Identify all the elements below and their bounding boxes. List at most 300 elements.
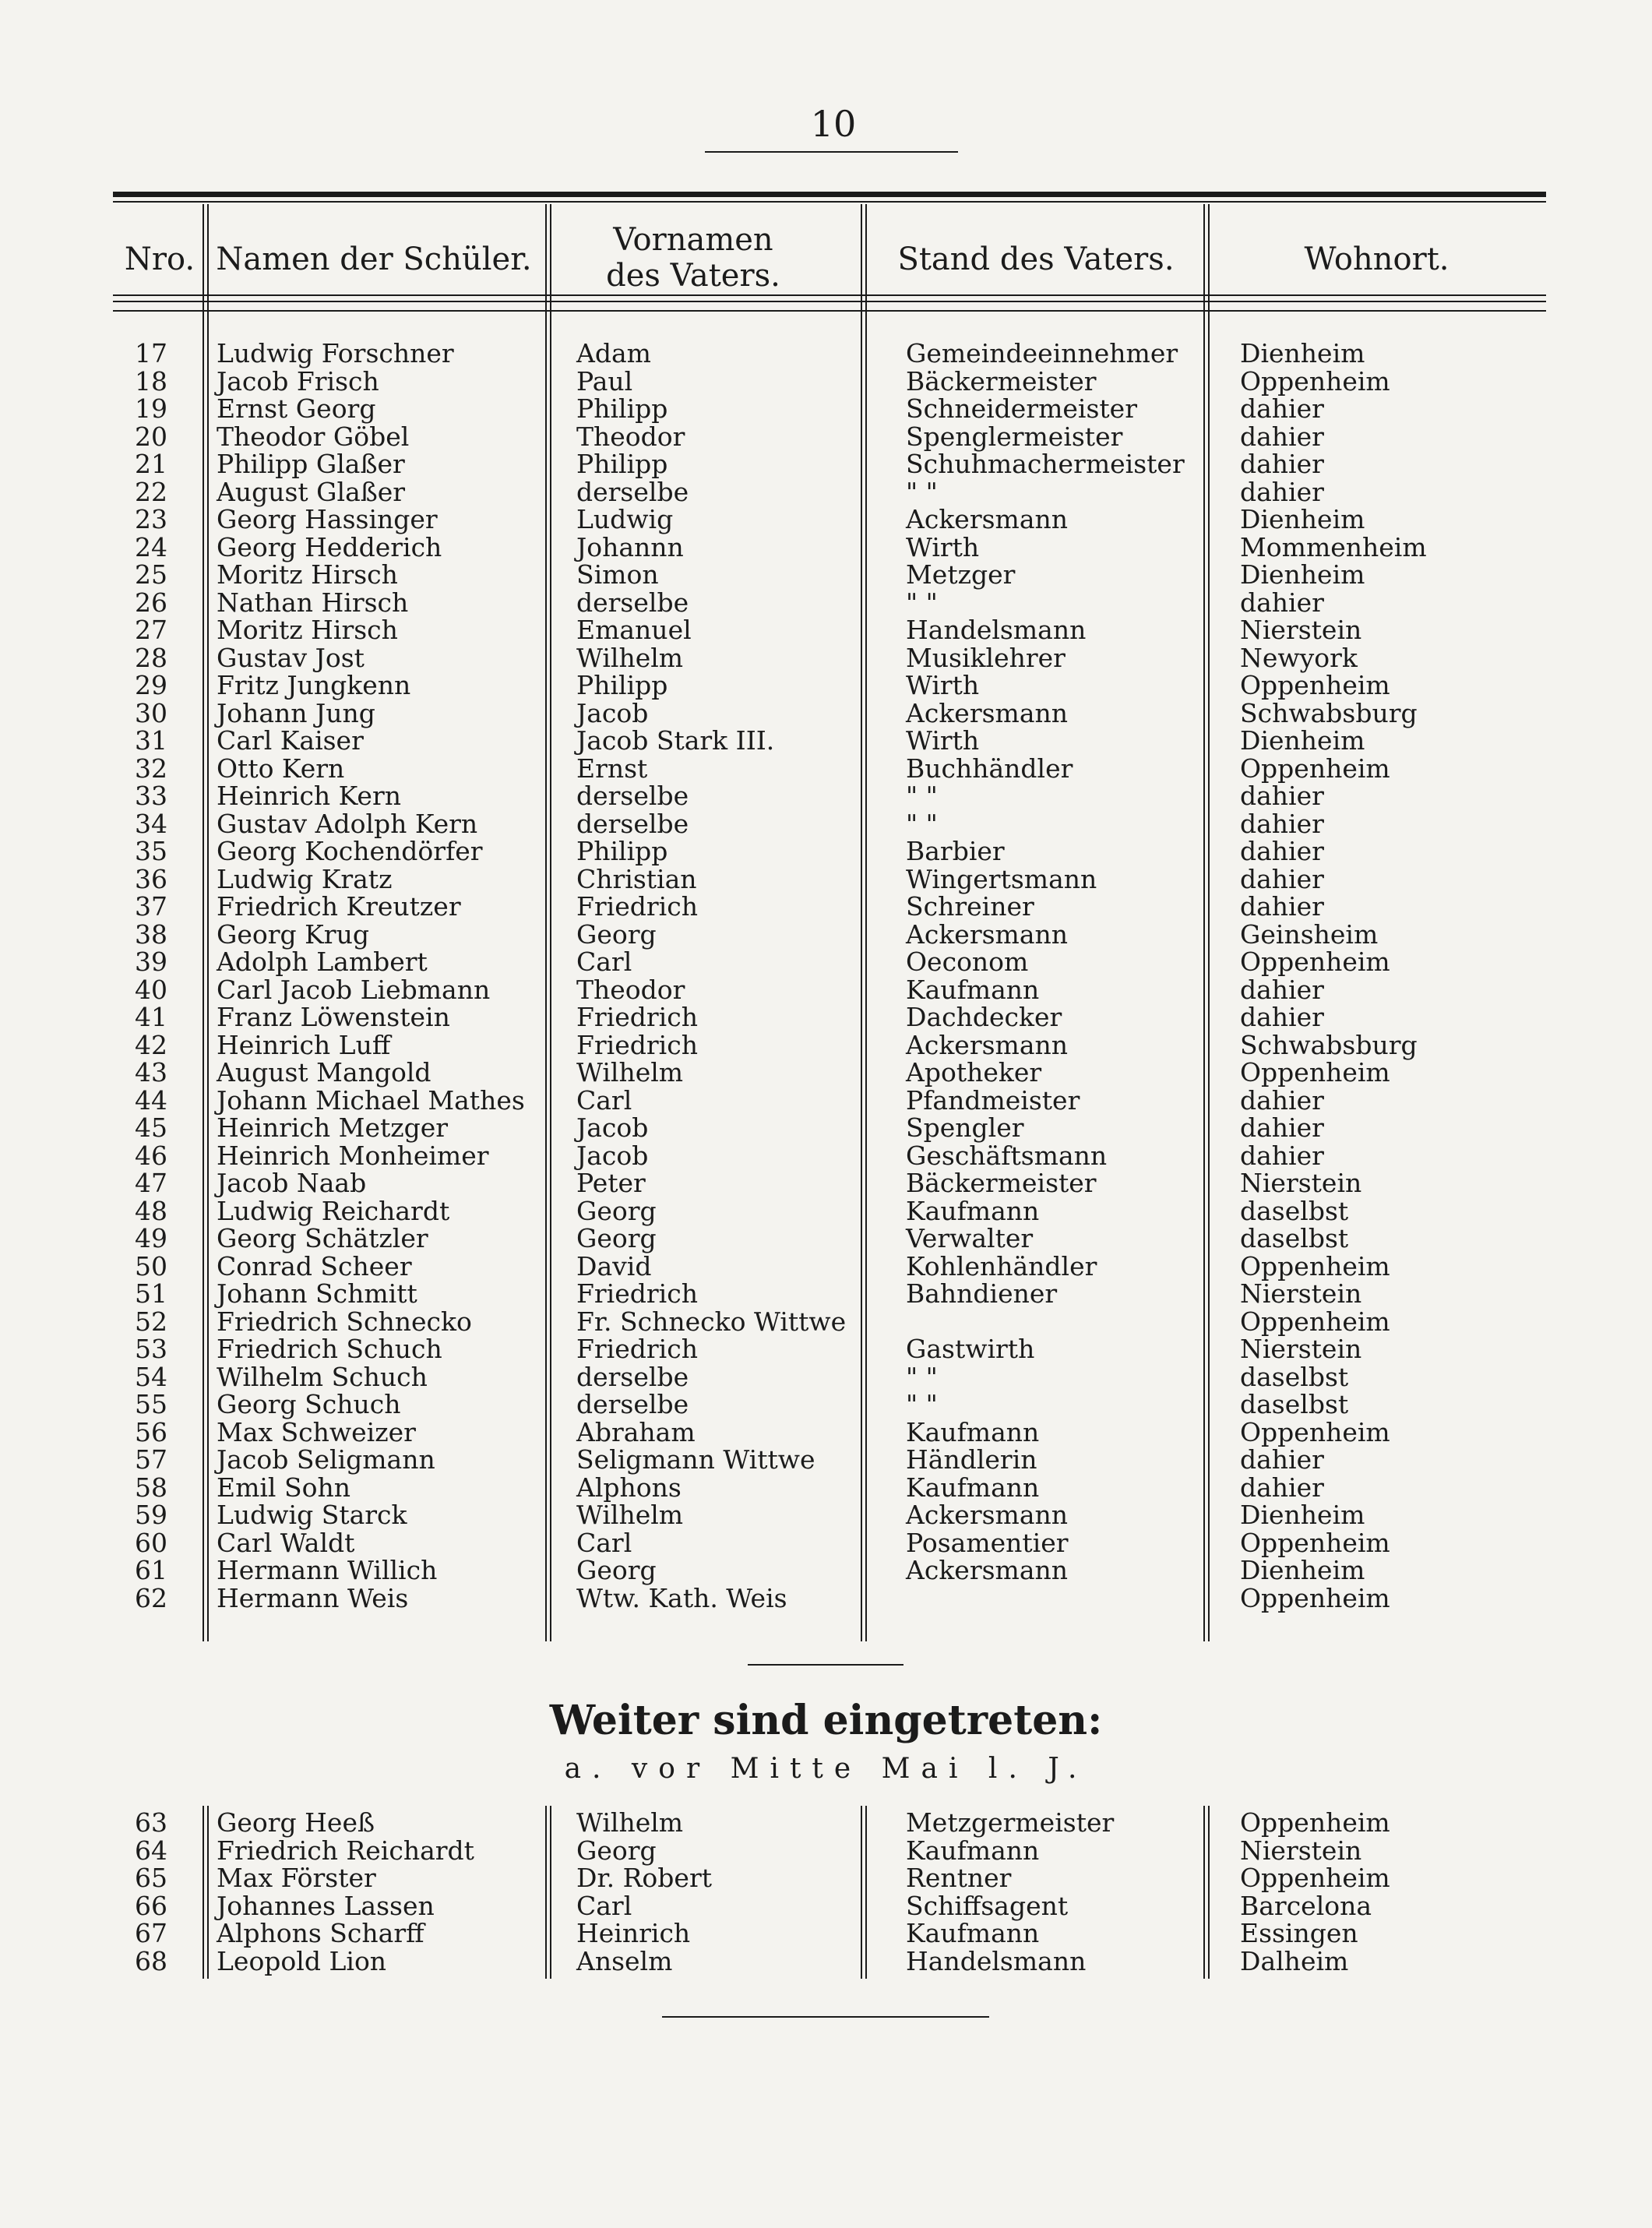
residence: Oppenheim xyxy=(1240,1583,1390,1613)
father-occupation: Spenglermeister xyxy=(906,421,1123,452)
father-occupation: Bahndiener xyxy=(906,1278,1058,1309)
row-number: 56 xyxy=(135,1417,167,1447)
table-row xyxy=(0,589,1652,617)
table-row xyxy=(0,506,1652,534)
header-name: Namen der Schüler. xyxy=(216,241,532,277)
father-occupation: Schreiner xyxy=(906,891,1034,922)
father-first-name: Wilhelm xyxy=(576,1057,684,1088)
father-first-name: derselbe xyxy=(576,1362,689,1392)
table-row xyxy=(0,644,1652,672)
father-occupation: Bäckermeister xyxy=(906,1168,1097,1198)
row-number: 43 xyxy=(135,1057,167,1088)
father-occupation: Metzger xyxy=(906,559,1016,590)
table-row xyxy=(0,921,1652,949)
student-name: Emil Sohn xyxy=(217,1472,350,1503)
table-row xyxy=(0,1809,1652,1837)
father-occupation: Wingertsmann xyxy=(906,864,1097,894)
father-first-name: Dr. Robert xyxy=(576,1863,712,1893)
student-name: Georg Hedderich xyxy=(217,532,442,562)
father-occupation: Kaufmann xyxy=(906,1918,1040,1948)
row-number: 45 xyxy=(135,1112,167,1143)
residence: Essingen xyxy=(1240,1918,1358,1948)
row-number: 66 xyxy=(135,1891,167,1921)
page-number: 10 xyxy=(810,103,857,145)
row-number: 23 xyxy=(135,504,167,534)
table-row xyxy=(0,1114,1652,1142)
table-row xyxy=(0,534,1652,562)
row-number: 68 xyxy=(135,1946,167,1976)
father-occupation: " " xyxy=(906,477,938,507)
residence: dahier xyxy=(1240,891,1324,922)
father-occupation: Buchhändler xyxy=(906,753,1073,784)
father-occupation: Kaufmann xyxy=(906,1472,1040,1503)
student-name: Franz Löwenstein xyxy=(217,1002,450,1032)
residence: Oppenheim xyxy=(1240,1057,1390,1088)
student-name: Friedrich Schuch xyxy=(217,1334,442,1364)
father-first-name: Paul xyxy=(576,366,633,397)
father-first-name: Theodor xyxy=(576,975,685,1005)
row-number: 36 xyxy=(135,864,167,894)
table-row xyxy=(0,423,1652,451)
table-row xyxy=(0,727,1652,755)
student-name: Nathan Hirsch xyxy=(217,587,409,618)
row-number: 30 xyxy=(135,698,167,728)
father-first-name: Abraham xyxy=(576,1417,696,1447)
father-occupation: Geschäftsmann xyxy=(906,1140,1108,1171)
father-occupation: " " xyxy=(906,1389,938,1419)
student-name: Philipp Glaßer xyxy=(217,449,405,479)
residence: Oppenheim xyxy=(1240,1528,1390,1558)
table-row xyxy=(0,1920,1652,1948)
father-occupation: Handelsmann xyxy=(906,1946,1087,1976)
residence: dahier xyxy=(1240,1085,1324,1116)
father-first-name: Christian xyxy=(576,864,697,894)
father-first-name: Seligmann Wittwe xyxy=(576,1444,815,1475)
table-top-rule-thin xyxy=(113,201,1546,203)
table-row xyxy=(0,1003,1652,1031)
residence: Dienheim xyxy=(1240,1500,1365,1530)
residence: dahier xyxy=(1240,587,1324,618)
table-row xyxy=(0,782,1652,810)
residence: Oppenheim xyxy=(1240,1251,1390,1281)
father-first-name: Carl xyxy=(576,1085,632,1116)
student-name: Ludwig Reichardt xyxy=(217,1196,450,1226)
father-occupation: Schneidermeister xyxy=(906,393,1137,424)
header-wohnort: Wohnort. xyxy=(1304,241,1449,277)
father-occupation: Schuhmachermeister xyxy=(906,449,1185,479)
row-number: 17 xyxy=(135,338,167,368)
row-number: 34 xyxy=(135,809,167,839)
header-stand: Stand des Vaters. xyxy=(897,241,1175,277)
residence: Oppenheim xyxy=(1240,753,1390,784)
residence: dahier xyxy=(1240,836,1324,866)
student-name: Friedrich Reichardt xyxy=(217,1835,474,1866)
father-first-name: derselbe xyxy=(576,809,689,839)
residence: Dalheim xyxy=(1240,1946,1349,1976)
row-number: 57 xyxy=(135,1444,167,1475)
student-name: Johann Michael Mathes xyxy=(217,1085,525,1116)
student-name: Jacob Seligmann xyxy=(217,1444,435,1475)
father-first-name: Philipp xyxy=(576,393,668,424)
residence: daselbst xyxy=(1240,1223,1349,1253)
residence: dahier xyxy=(1240,864,1324,894)
residence: Oppenheim xyxy=(1240,1417,1390,1447)
student-name: Max Schweizer xyxy=(217,1417,416,1447)
father-occupation: Kaufmann xyxy=(906,1196,1040,1226)
residence: dahier xyxy=(1240,421,1324,452)
residence: Dienheim xyxy=(1240,1555,1365,1585)
father-occupation: Oeconom xyxy=(906,947,1029,977)
father-first-name: Jacob xyxy=(576,698,649,728)
father-first-name: Alphons xyxy=(576,1472,682,1503)
student-name: Alphons Scharff xyxy=(217,1918,424,1948)
header-bottom-rule xyxy=(113,294,1546,296)
father-occupation: Musiklehrer xyxy=(906,643,1066,673)
student-name: Jacob Naab xyxy=(217,1168,367,1198)
row-number: 63 xyxy=(135,1807,167,1838)
residence: Dienheim xyxy=(1240,338,1365,368)
father-first-name: derselbe xyxy=(576,587,689,618)
residence: dahier xyxy=(1240,1140,1324,1171)
residence: dahier xyxy=(1240,809,1324,839)
table-row xyxy=(0,1253,1652,1281)
residence: dahier xyxy=(1240,449,1324,479)
table-row xyxy=(0,616,1652,644)
row-number: 47 xyxy=(135,1168,167,1198)
row-number: 31 xyxy=(135,725,167,756)
father-occupation: Kaufmann xyxy=(906,1417,1040,1447)
row-number: 35 xyxy=(135,836,167,866)
residence: daselbst xyxy=(1240,1362,1349,1392)
residence: Geinsheim xyxy=(1240,919,1379,950)
student-name: Ludwig Kratz xyxy=(217,864,393,894)
row-number: 46 xyxy=(135,1140,167,1171)
student-name: Georg Kochendörfer xyxy=(217,836,483,866)
row-number: 18 xyxy=(135,366,167,397)
student-name: Moritz Hirsch xyxy=(217,615,398,645)
row-number: 44 xyxy=(135,1085,167,1116)
residence: Schwabsburg xyxy=(1240,698,1418,728)
father-occupation: " " xyxy=(906,781,938,811)
father-first-name: Friedrich xyxy=(576,1030,698,1060)
residence: Mommenheim xyxy=(1240,532,1427,562)
father-first-name: Jacob xyxy=(576,1140,649,1171)
student-name: Hermann Willich xyxy=(217,1555,438,1585)
row-number: 19 xyxy=(135,393,167,424)
father-first-name: Simon xyxy=(576,559,659,590)
row-number: 29 xyxy=(135,670,167,700)
student-name: Friedrich Kreutzer xyxy=(217,891,461,922)
residence: Oppenheim xyxy=(1240,366,1390,397)
father-first-name: Jacob Stark III. xyxy=(576,725,775,756)
father-first-name: Friedrich xyxy=(576,1002,698,1032)
father-first-name: derselbe xyxy=(576,781,689,811)
residence: dahier xyxy=(1240,1444,1324,1475)
father-occupation: Ackersmann xyxy=(906,504,1069,534)
father-first-name: Heinrich xyxy=(576,1918,691,1948)
father-first-name: Ludwig xyxy=(576,504,674,534)
father-occupation: Dachdecker xyxy=(906,1002,1062,1032)
table-row xyxy=(0,1948,1652,1976)
row-number: 28 xyxy=(135,643,167,673)
row-number: 37 xyxy=(135,891,167,922)
residence: Newyork xyxy=(1240,643,1358,673)
residence: Nierstein xyxy=(1240,1835,1362,1866)
father-first-name: Ernst xyxy=(576,753,648,784)
residence: Oppenheim xyxy=(1240,1863,1390,1893)
row-number: 60 xyxy=(135,1528,167,1558)
father-occupation: Händlerin xyxy=(906,1444,1037,1475)
row-number: 20 xyxy=(135,421,167,452)
row-number: 26 xyxy=(135,587,167,618)
header-vorname: Vornamen des Vaters. xyxy=(606,222,780,294)
father-first-name: Carl xyxy=(576,1891,632,1921)
table-row xyxy=(0,948,1652,976)
table-row xyxy=(0,368,1652,396)
table-row xyxy=(0,478,1652,506)
residence: dahier xyxy=(1240,781,1324,811)
row-number: 27 xyxy=(135,615,167,645)
student-name: Georg Schuch xyxy=(217,1389,401,1419)
father-occupation: Wirth xyxy=(906,532,980,562)
table-row xyxy=(0,1446,1652,1474)
residence: Oppenheim xyxy=(1240,1306,1390,1337)
father-first-name: Peter xyxy=(576,1168,646,1198)
residence: dahier xyxy=(1240,1002,1324,1032)
father-first-name: Georg xyxy=(576,1555,657,1585)
father-first-name: Jacob xyxy=(576,1112,649,1143)
residence: Oppenheim xyxy=(1240,947,1390,977)
table-row xyxy=(0,340,1652,368)
table-row xyxy=(0,395,1652,423)
row-number: 65 xyxy=(135,1863,167,1893)
father-occupation: Bäckermeister xyxy=(906,366,1097,397)
table-row xyxy=(0,1335,1652,1363)
student-name: Heinrich Monheimer xyxy=(217,1140,489,1171)
father-first-name: derselbe xyxy=(576,477,689,507)
row-number: 25 xyxy=(135,559,167,590)
father-first-name: Friedrich xyxy=(576,1334,698,1364)
father-occupation: Pfandmeister xyxy=(906,1085,1080,1116)
row-number: 22 xyxy=(135,477,167,507)
row-number: 50 xyxy=(135,1251,167,1281)
father-first-name: Wilhelm xyxy=(576,643,684,673)
father-first-name: Anselm xyxy=(576,1946,673,1976)
student-name: Ludwig Starck xyxy=(217,1500,407,1530)
table-row xyxy=(0,700,1652,728)
residence: Schwabsburg xyxy=(1240,1030,1418,1060)
table-row xyxy=(0,450,1652,478)
residence: dahier xyxy=(1240,477,1324,507)
table-row xyxy=(0,1280,1652,1308)
father-occupation: Ackersmann xyxy=(906,1030,1069,1060)
residence: Nierstein xyxy=(1240,1168,1362,1198)
father-first-name: David xyxy=(576,1251,652,1281)
father-occupation: Ackersmann xyxy=(906,919,1069,950)
father-occupation: Kaufmann xyxy=(906,975,1040,1005)
residence: Oppenheim xyxy=(1240,1807,1390,1838)
table-row xyxy=(0,1308,1652,1336)
row-number: 38 xyxy=(135,919,167,950)
student-name: Johann Jung xyxy=(217,698,375,728)
father-first-name: Carl xyxy=(576,947,632,977)
page-bottom-rule xyxy=(662,2016,989,2018)
student-name: Otto Kern xyxy=(217,753,345,784)
father-occupation: Kaufmann xyxy=(906,1835,1040,1866)
student-name: Friedrich Schnecko xyxy=(217,1306,472,1337)
father-first-name: Georg xyxy=(576,1223,657,1253)
father-occupation: Schiffsagent xyxy=(906,1891,1069,1921)
father-first-name: derselbe xyxy=(576,1389,689,1419)
table-row xyxy=(0,1225,1652,1253)
residence: dahier xyxy=(1240,1112,1324,1143)
student-name: Theodor Göbel xyxy=(217,421,410,452)
father-first-name: Georg xyxy=(576,1196,657,1226)
residence: Nierstein xyxy=(1240,615,1362,645)
row-number: 55 xyxy=(135,1389,167,1419)
father-occupation: Wirth xyxy=(906,725,980,756)
table-row xyxy=(0,1059,1652,1087)
section-top-rule xyxy=(748,1664,903,1666)
father-occupation: Barbier xyxy=(906,836,1005,866)
student-name: Hermann Weis xyxy=(217,1583,409,1613)
residence: dahier xyxy=(1240,393,1324,424)
table-row xyxy=(0,810,1652,838)
row-number: 62 xyxy=(135,1583,167,1613)
father-occupation: Verwalter xyxy=(906,1223,1034,1253)
father-occupation: Ackersmann xyxy=(906,1500,1069,1530)
header-bottom-rule-2 xyxy=(113,301,1546,302)
table-row xyxy=(0,837,1652,865)
father-occupation: Posamentier xyxy=(906,1528,1069,1558)
father-occupation: Ackersmann xyxy=(906,698,1069,728)
father-first-name: Philipp xyxy=(576,670,668,700)
student-name: Georg Schätzler xyxy=(217,1223,428,1253)
father-first-name: Friedrich xyxy=(576,1278,698,1309)
father-occupation: Spengler xyxy=(906,1112,1024,1143)
father-occupation: Wirth xyxy=(906,670,980,700)
table-row xyxy=(0,1892,1652,1920)
table-row xyxy=(0,1363,1652,1391)
table-row xyxy=(0,1142,1652,1170)
row-number: 53 xyxy=(135,1334,167,1364)
residence: Dienheim xyxy=(1240,504,1365,534)
table-row xyxy=(0,1169,1652,1197)
student-name: Georg Heeß xyxy=(217,1807,375,1838)
section-subtitle: a. vor Mitte Mai l. J. xyxy=(564,1753,1088,1785)
father-first-name: Wtw. Kath. Weis xyxy=(576,1583,787,1613)
student-name: Gustav Jost xyxy=(217,643,365,673)
row-number: 59 xyxy=(135,1500,167,1530)
student-name: Carl Waldt xyxy=(217,1528,355,1558)
row-number: 40 xyxy=(135,975,167,1005)
row-number: 39 xyxy=(135,947,167,977)
table-row xyxy=(0,1501,1652,1529)
table-row xyxy=(0,561,1652,589)
row-number: 24 xyxy=(135,532,167,562)
row-number: 49 xyxy=(135,1223,167,1253)
residence: daselbst xyxy=(1240,1389,1349,1419)
father-first-name: Adam xyxy=(576,338,651,368)
table-row xyxy=(0,1837,1652,1865)
residence: Nierstein xyxy=(1240,1278,1362,1309)
row-number: 61 xyxy=(135,1555,167,1585)
table-row xyxy=(0,1474,1652,1502)
father-first-name: Georg xyxy=(576,1835,657,1866)
residence: dahier xyxy=(1240,1472,1324,1503)
row-number: 32 xyxy=(135,753,167,784)
student-name: Leopold Lion xyxy=(217,1946,387,1976)
table-row xyxy=(0,1419,1652,1447)
student-name: Max Förster xyxy=(217,1863,376,1893)
father-first-name: Philipp xyxy=(576,449,668,479)
father-first-name: Friedrich xyxy=(576,891,698,922)
father-first-name: Fr. Schnecko Wittwe xyxy=(576,1306,847,1337)
father-first-name: Johannn xyxy=(576,532,684,562)
table-row xyxy=(0,1391,1652,1419)
student-name: Ludwig Forschner xyxy=(217,338,454,368)
section-title: Weiter sind eingetreten: xyxy=(549,1697,1103,1744)
page-number-underline xyxy=(705,151,958,153)
row-number: 52 xyxy=(135,1306,167,1337)
student-name: Carl Jacob Liebmann xyxy=(217,975,491,1005)
residence: Dienheim xyxy=(1240,559,1365,590)
table-row xyxy=(0,893,1652,921)
row-number: 48 xyxy=(135,1196,167,1226)
father-occupation: Gemeindeeinnehmer xyxy=(906,338,1178,368)
residence: Nierstein xyxy=(1240,1334,1362,1364)
student-name: Ernst Georg xyxy=(217,393,376,424)
father-occupation: Ackersmann xyxy=(906,1555,1069,1585)
father-occupation: " " xyxy=(906,809,938,839)
table-row xyxy=(0,672,1652,700)
residence: Oppenheim xyxy=(1240,670,1390,700)
student-name: Georg Hassinger xyxy=(217,504,438,534)
residence: Dienheim xyxy=(1240,725,1365,756)
student-name: Conrad Scheer xyxy=(217,1251,412,1281)
father-first-name: Wilhelm xyxy=(576,1500,684,1530)
student-name: Jacob Frisch xyxy=(217,366,379,397)
student-name: Heinrich Metzger xyxy=(217,1112,449,1143)
row-number: 51 xyxy=(135,1278,167,1309)
residence: Barcelona xyxy=(1240,1891,1372,1921)
father-first-name: Carl xyxy=(576,1528,632,1558)
table-row xyxy=(0,1087,1652,1115)
row-number: 33 xyxy=(135,781,167,811)
table-row xyxy=(0,1529,1652,1557)
table-row xyxy=(0,1556,1652,1585)
student-name: Adolph Lambert xyxy=(217,947,428,977)
student-name: Moritz Hirsch xyxy=(217,559,398,590)
father-occupation: Rentner xyxy=(906,1863,1012,1893)
residence: daselbst xyxy=(1240,1196,1349,1226)
student-name: Johann Schmitt xyxy=(217,1278,417,1309)
father-occupation: " " xyxy=(906,1362,938,1392)
father-first-name: Wilhelm xyxy=(576,1807,684,1838)
table-row xyxy=(0,1197,1652,1225)
student-name: Carl Kaiser xyxy=(217,725,364,756)
father-first-name: Georg xyxy=(576,919,657,950)
row-number: 64 xyxy=(135,1835,167,1866)
father-first-name: Philipp xyxy=(576,836,668,866)
father-occupation: Handelsmann xyxy=(906,615,1087,645)
table-row xyxy=(0,1031,1652,1059)
table-row xyxy=(0,1585,1652,1613)
residence: dahier xyxy=(1240,975,1324,1005)
student-name: Gustav Adolph Kern xyxy=(217,809,478,839)
student-name: Fritz Jungkenn xyxy=(217,670,411,700)
father-occupation: Gastwirth xyxy=(906,1334,1035,1364)
